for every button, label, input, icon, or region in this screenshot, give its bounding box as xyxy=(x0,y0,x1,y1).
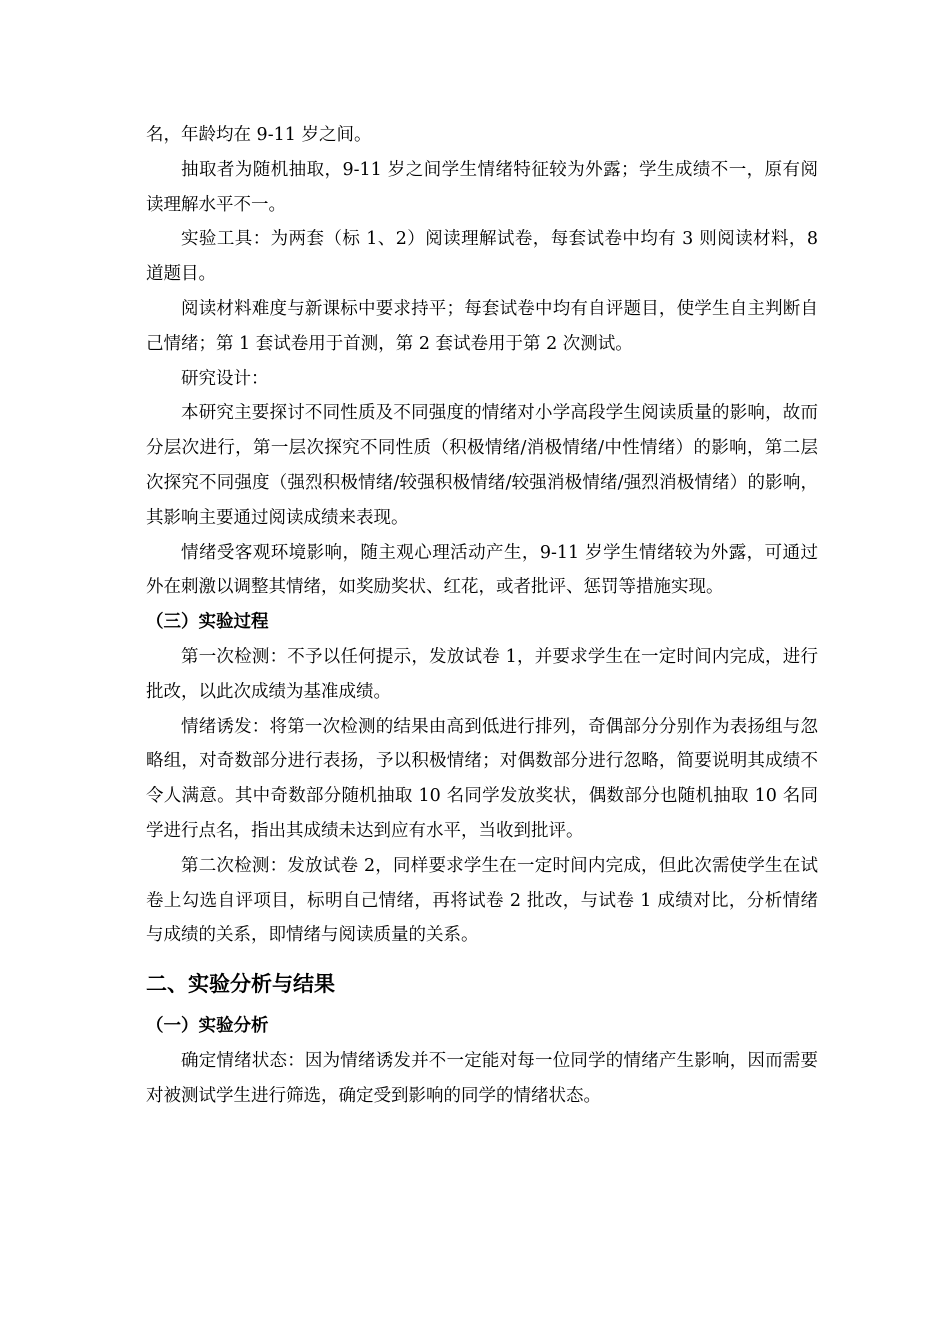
paragraph: 抽取者为随机抽取，9-11 岁之间学生情绪特征较为外露；学生成绩不一，原有阅读理解水平不一。 xyxy=(146,159,818,215)
paragraph: 第一次检测：不予以任何提示，发放试卷 1，并要求学生在一定时间内完成，进行批改，以此次成绩为基准成绩。 xyxy=(146,646,818,702)
paragraph: 本研究主要探讨不同性质及不同强度的情绪对小学高段学生阅读质量的影响，故而分层次进行，第一层次探究不同性质（积极情绪/消极情绪/中性情绪）的影响，第二层次探究不同强度（强烈积极情绪/较强积极情绪/较强消极情绪/强烈消极情绪）的影响，其影响主要通过阅读成绩来表现。 xyxy=(146,403,818,528)
paragraph: 确定情绪状态：因为情绪诱发并不一定能对每一位同学的情绪产生影响，因而需要对被测试学生进行筛选，确定受到影响的同学的情绪状态。 xyxy=(146,1050,818,1106)
subsection-heading: （三）实验过程 xyxy=(146,612,269,633)
paragraph: 阅读材料难度与新课标中要求持平；每套试卷中均有自评题目，使学生自主判断自己情绪；第 1 套试卷用于首测，第 2 套试卷用于第 2 次测试。 xyxy=(146,298,818,354)
paragraph: 情绪诱发：将第一次检测的结果由高到低进行排列，奇偶部分分别作为表扬组与忽略组，对奇数部分进行表扬，予以积极情绪；对偶数部分进行忽略，简要说明其成绩不令人满意。其中奇数部分随机抽取 10 名同学发放奖状，偶数部分也随机抽取 10 名同学进行点名，指出其成绩未达到应有水平，当收到批评。 xyxy=(146,716,818,841)
paragraph: 实验工具：为两套（标 1、2）阅读理解试卷，每套试卷中均有 3 则阅读材料，8 道题目。 xyxy=(146,229,818,285)
paragraph: 情绪受客观环境影响，随主观心理活动产生，9-11 岁学生情绪较为外露，可通过外在刺激以调整其情绪，如奖励奖状、红花，或者批评、惩罚等措施实现。 xyxy=(146,542,818,598)
document-page xyxy=(146,118,818,1114)
section-heading: 二、实验分析与结果 xyxy=(146,971,335,997)
subsection-heading: （一）实验分析 xyxy=(146,1016,269,1037)
paragraph: 名，年龄均在 9-11 岁之间。 xyxy=(146,125,372,145)
paragraph: 研究设计： xyxy=(181,368,269,389)
paragraph: 第二次检测：发放试卷 2，同样要求学生在一定时间内完成，但此次需使学生在试卷上勾选自评项目，标明自己情绪，再将试卷 2 批改，与试卷 1 成绩对比，分析情绪与成绩的关系，即情绪与阅读质量的关系。 xyxy=(146,855,818,946)
